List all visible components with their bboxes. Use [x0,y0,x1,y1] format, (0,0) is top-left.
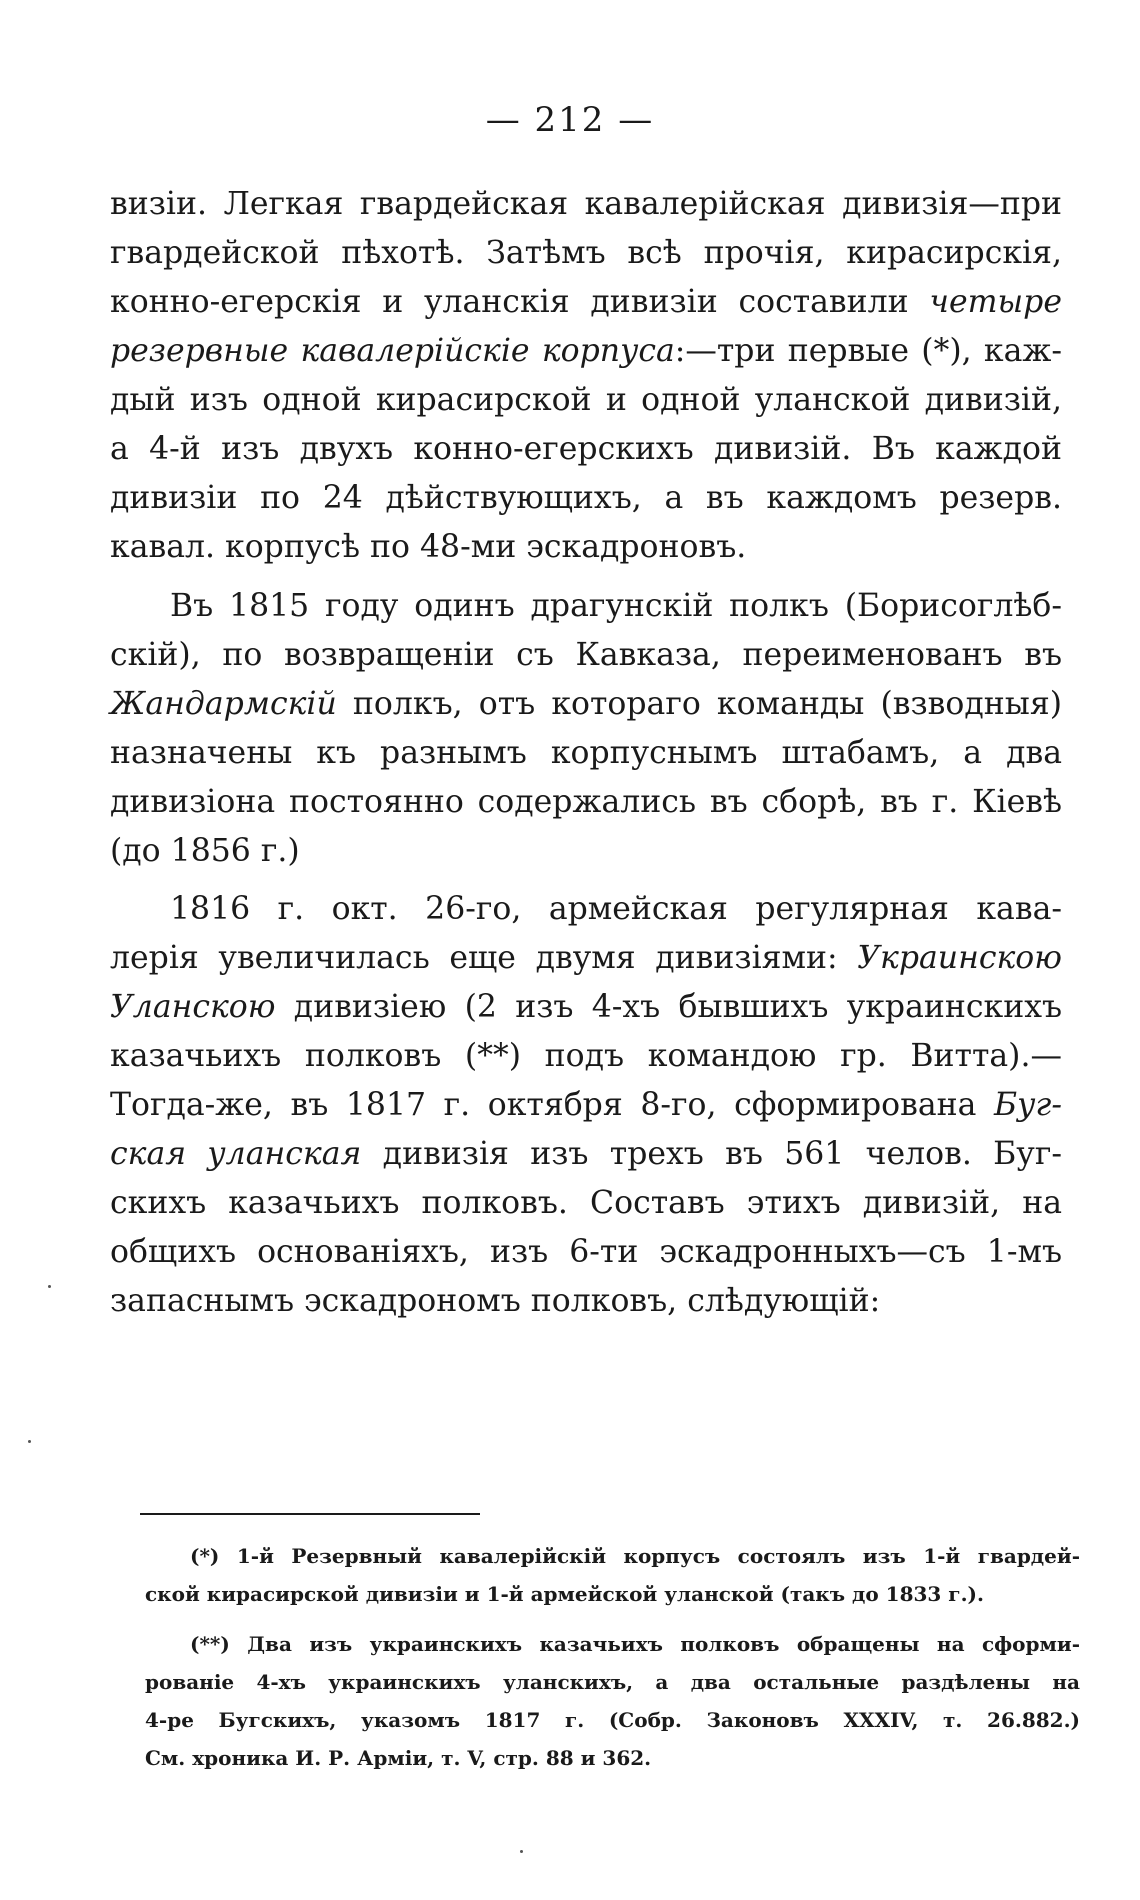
page-number: — 212 — [485,100,655,140]
text-line: лерія увеличилась еще двумя дивизіями: Украинскою [110,940,1062,976]
text-line: Тогда-же, въ 1817 г. октября 8-го, сформирована Буг- [110,1087,1062,1123]
text-line: (до 1856 г.) [110,833,300,869]
text-line: назначены къ разнымъ корпуснымъ штабамъ, а два [110,735,1062,771]
footnote-line: См. хроника И. Р. Арміи, т. V, стр. 88 и 362. [145,1746,652,1770]
text-line: дый изъ одной кирасирской и одной уланской дивизій, [110,382,1062,418]
paragraph-2 [110,582,1062,876]
text-line: Въ 1815 году одинъ драгунскій полкъ (Борисоглѣб- [170,588,1062,624]
text-line: ская уланская дивизія изъ трехъ въ 561 челов. Буг- [110,1136,1062,1172]
paragraph-1 [110,180,1062,572]
text-line: кавал. корпусѣ по 48-ми эскадроновъ. [110,529,747,565]
text-line: 1816 г. окт. 26-го, армейская регулярная кава- [170,891,1062,927]
footnote-line: рованіе 4-хъ украинскихъ уланскихъ, а два остальные раздѣлены на [145,1670,1080,1694]
text-line: Жандармскій полкъ, отъ котораго команды (взводныя) [110,686,1062,722]
text-line: скихъ казачьихъ полковъ. Составъ этихъ дивизій, на [110,1185,1062,1221]
footnote-divider [140,1513,480,1515]
text-line: резервные кавалерійскіе корпуса:—три первые (*), каж- [110,333,1062,369]
text-line: Уланскою дивизіею (2 изъ 4-хъ бывшихъ украинскихъ [110,989,1062,1025]
paragraph-3 [110,885,1062,1326]
text-line: а 4-й изъ двухъ конно-егерскихъ дивизій. Въ каждой [110,431,1062,467]
text-line: казачьихъ полковъ (**) подъ командою гр. Витта).— [110,1038,1062,1074]
footnotes [145,1537,1080,1777]
footnote-line: (*) 1-й Резервный кавалерійскій корпусъ состоялъ изъ 1-й гвардей- [190,1544,1080,1568]
scan-speck [520,1850,523,1853]
footnote-line: 4-ре Бугскихъ, указомъ 1817 г. (Собр. Законовъ XXXIV, т. 26.882.) [145,1708,1080,1732]
text-line: визіи. Легкая гвардейская кавалерійская дивизія—при [110,186,1062,222]
footnote-line: (**) Два изъ украинскихъ казачьихъ полковъ обращены на сформи- [190,1632,1080,1656]
scan-speck [48,1285,51,1288]
text-line: скій), по возвращеніи съ Кавказа, переименованъ въ [110,637,1062,673]
text-line: дивизіи по 24 дѣйствующихъ, а въ каждомъ резерв. [110,480,1062,516]
text-line: запаснымъ эскадрономъ полковъ, слѣдующій: [110,1283,881,1319]
text-line: конно-егерскія и уланскія дивизіи составили четыре [110,284,1062,320]
scan-speck [28,1440,31,1443]
text-line: общихъ основаніяхъ, изъ 6-ти эскадронныхъ—съ 1-мъ [110,1234,1062,1270]
text-line: дивизіона постоянно содержались въ сборѣ, въ г. Кіевѣ [110,784,1062,820]
footnote-line: ской кирасирской дивизіи и 1-й армейской уланской (такъ до 1833 г.). [145,1582,984,1606]
text-line: гвардейской пѣхотѣ. Затѣмъ всѣ прочія, кирасирскія, [110,235,1062,271]
